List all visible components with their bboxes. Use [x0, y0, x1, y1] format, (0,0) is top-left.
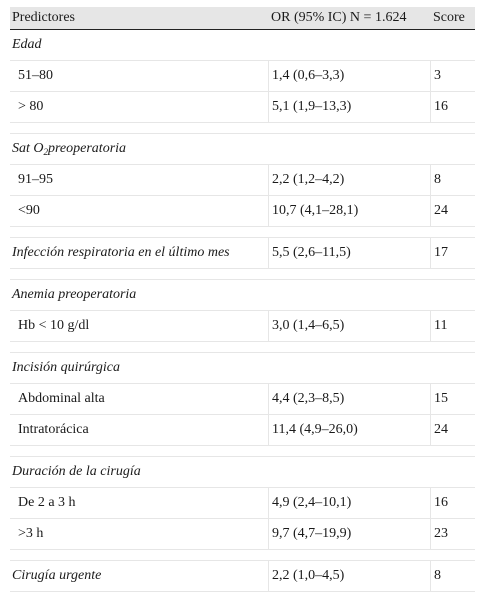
section-row-duracion: [10, 457, 475, 488]
row-label: De 2 a 3 h: [18, 495, 76, 510]
section-row-sat-o2: [10, 134, 475, 165]
row-score: 3: [430, 61, 475, 91]
subscript: 2: [43, 147, 48, 157]
row-spacer: [10, 123, 475, 134]
table-row: [10, 92, 475, 123]
row-spacer: [10, 550, 475, 561]
section-row-infeccion: [10, 238, 475, 269]
row-score: 23: [430, 519, 475, 549]
row-or: 4,9 (2,4–10,1): [268, 488, 430, 518]
row-spacer: [10, 269, 475, 280]
row-score: 24: [430, 415, 475, 445]
section-row-anemia: [10, 280, 475, 311]
row-spacer: [10, 446, 475, 457]
row-or: 10,7 (4,1–28,1): [268, 196, 430, 226]
section-title: Duración de la cirugía: [12, 464, 141, 479]
row-label: Abdominal alta: [18, 391, 105, 406]
row-or: 5,5 (2,6–11,5): [268, 238, 430, 268]
header-score: Score: [433, 10, 465, 25]
row-score: 17: [430, 238, 475, 268]
section-row-incision: [10, 353, 475, 384]
row-or: 9,7 (4,7–19,9): [268, 519, 430, 549]
row-score: 24: [430, 196, 475, 226]
row-or: 5,1 (1,9–13,3): [268, 92, 430, 122]
section-title: Infección respiratoria en el último mes: [12, 245, 230, 260]
row-label: <90: [18, 203, 40, 218]
section-title: Incisión quirúrgica: [12, 360, 120, 375]
row-score: 15: [430, 384, 475, 414]
table-row: [10, 196, 475, 227]
section-title: Edad: [12, 37, 42, 52]
table-row: [10, 311, 475, 342]
section-title: Cirugía urgente: [12, 568, 102, 583]
table-row: [10, 165, 475, 196]
section-row-edad: [10, 30, 475, 61]
section-title: [10, 134, 268, 164]
row-score: 16: [430, 92, 475, 122]
section-title: Anemia preoperatoria: [12, 287, 137, 302]
row-label: >3 h: [18, 526, 44, 541]
header-predictores: Predictores: [12, 10, 75, 25]
row-label: > 80: [18, 99, 44, 114]
row-or: 11,4 (4,9–26,0): [268, 415, 430, 445]
row-label: Intratorácica: [18, 422, 89, 437]
table-row: [10, 488, 475, 519]
row-or: 4,4 (2,3–8,5): [268, 384, 430, 414]
row-score: 11: [430, 311, 475, 341]
row-label: 91–95: [18, 172, 53, 187]
row-label: Hb < 10 g/dl: [18, 318, 90, 333]
section-row-cirugia-urgente: [10, 561, 475, 592]
row-score: 16: [430, 488, 475, 518]
predictors-table: [10, 7, 475, 592]
row-or: 3,0 (1,4–6,5): [268, 311, 430, 341]
table-row: [10, 519, 475, 550]
table-row: [10, 384, 475, 415]
header-or: OR (95% IC) N = 1.624: [271, 10, 407, 25]
row-score: 8: [430, 165, 475, 195]
section-title-part: preoperatoria: [48, 141, 127, 156]
table-header: [10, 7, 475, 30]
row-spacer: [10, 342, 475, 353]
row-or: 2,2 (1,0–4,5): [268, 561, 430, 591]
row-or: 1,4 (0,6–3,3): [268, 61, 430, 91]
row-score: 8: [430, 561, 475, 591]
row-spacer: [10, 227, 475, 238]
table-row: [10, 61, 475, 92]
section-title-part: Sat O: [12, 141, 44, 156]
row-label: 51–80: [18, 68, 53, 83]
table-row: [10, 415, 475, 446]
row-or: 2,2 (1,2–4,2): [268, 165, 430, 195]
